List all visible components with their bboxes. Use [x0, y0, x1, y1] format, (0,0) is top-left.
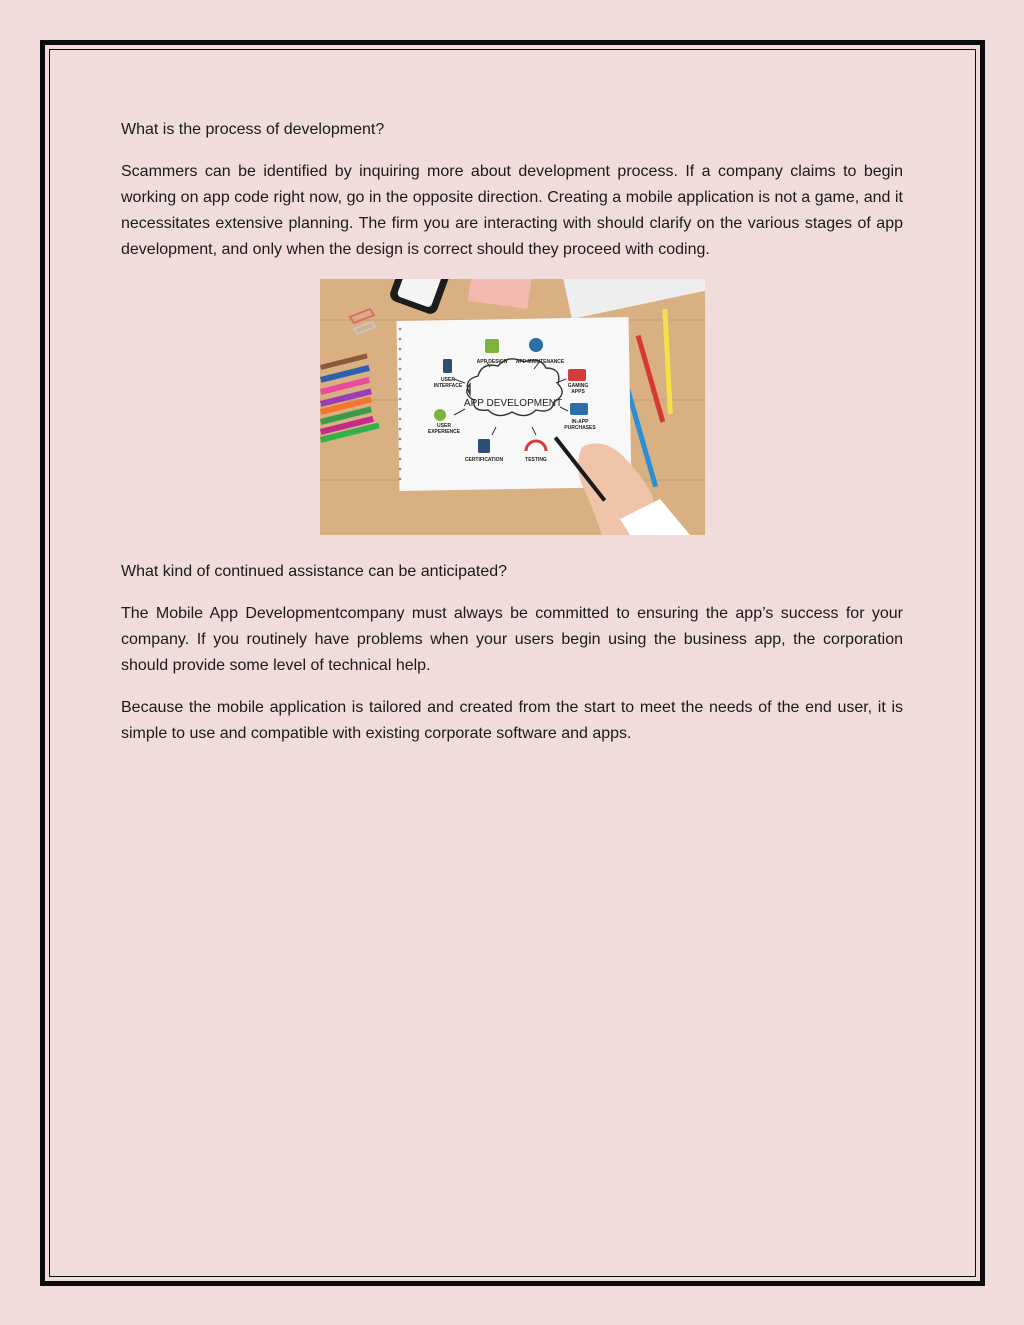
label-testing: TESTING	[524, 457, 547, 463]
user-interface-icon	[443, 359, 452, 373]
app-design-icon	[485, 339, 499, 353]
label-user-interface-2: INTERFACE	[433, 383, 462, 389]
label-app-design: APP DESIGN	[476, 359, 507, 365]
label-gaming-apps-1: GAMING	[567, 383, 588, 389]
label-user-experience-2: EXPERIENCE	[427, 429, 460, 435]
section-heading-assistance: What kind of continued assistance can be anticipated?	[121, 563, 508, 580]
illustration-graphic	[320, 279, 705, 535]
document-body	[121, 117, 903, 763]
certification-icon	[478, 439, 490, 453]
user-experience-icon	[434, 409, 446, 421]
app-development-illustration	[320, 279, 705, 535]
paragraph-process: Scammers can be identified by inquiring more about development process. If a company claims to begin working on app code right now, go in the opposite direction. Creating a mobile application is not a game, and it necessitates extensive planning. The firm you are interacting with should clarify on the various stages of app development, and only when the design is correct should they proceed with coding.	[121, 163, 903, 258]
center-label: APP DEVELOPMENT	[463, 398, 562, 409]
label-in-app-purchases-2: PURCHASES	[563, 425, 596, 431]
label-user-experience-1: USER	[436, 423, 451, 429]
label-app-maintenance: APP MAINTENANCE	[515, 359, 564, 365]
label-in-app-purchases-1: IN-APP	[571, 419, 588, 425]
label-user-interface-1: USER	[440, 377, 455, 383]
app-maintenance-icon	[529, 338, 543, 352]
paragraph-assistance-1: The Mobile App Developmentcompany must always be committed to ensuring the app’s success for your company. If you routinely have problems when your users begin using the business app, the corporation should provide some level of technical help.	[121, 605, 903, 674]
label-certification: CERTIFICATION	[464, 457, 503, 463]
gaming-apps-icon	[568, 369, 586, 381]
paragraph-assistance-2: Because the mobile application is tailored and created from the start to meet the needs of the end user, it is simple to use and compatible with existing corporate software and apps.	[121, 699, 903, 742]
label-gaming-apps-2: APPS	[570, 389, 585, 395]
section-heading-process: What is the process of development?	[121, 121, 385, 138]
in-app-purchases-icon	[570, 403, 588, 415]
